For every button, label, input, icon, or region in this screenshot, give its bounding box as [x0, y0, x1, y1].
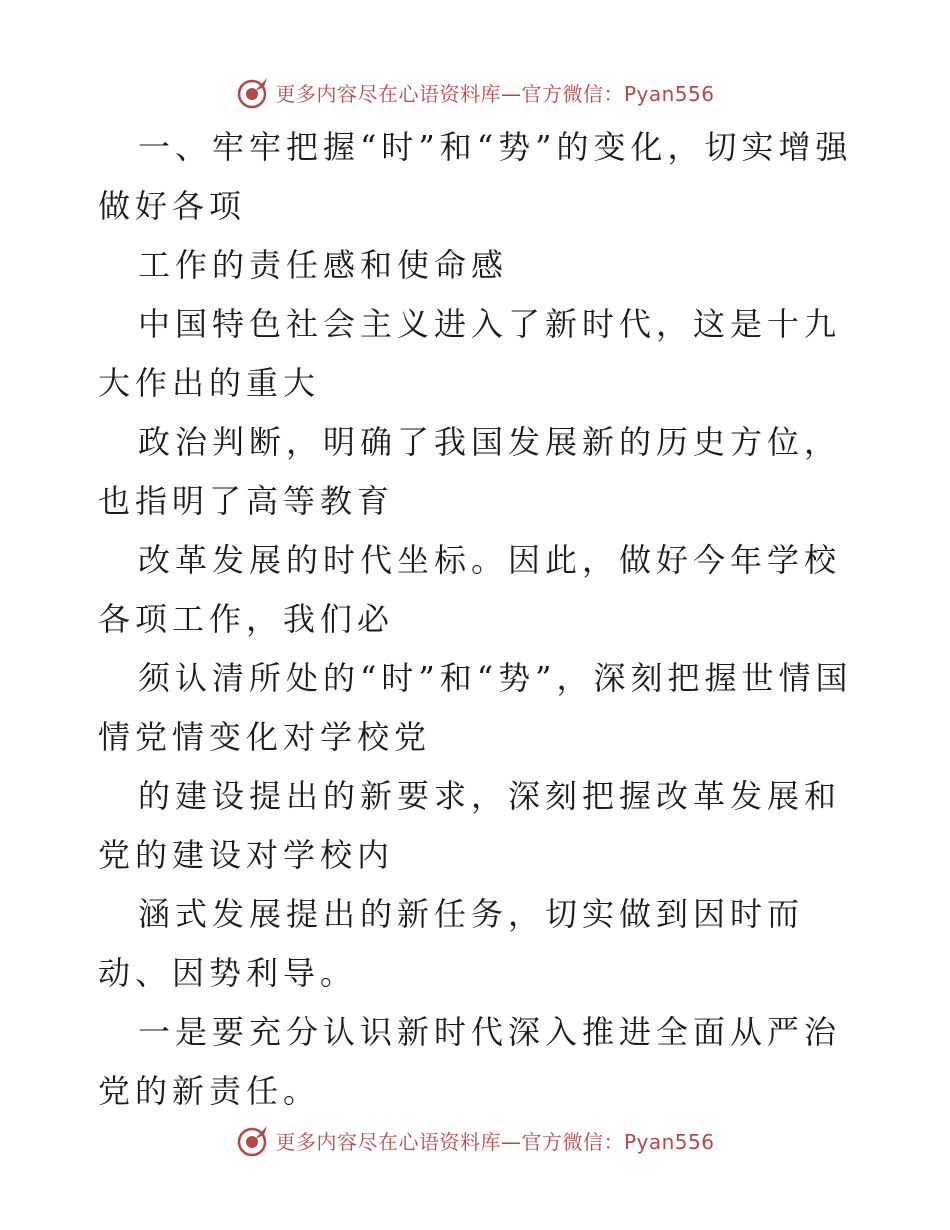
paragraph: 一是要充分认识新时代深入推进全面从严治党的新责任。: [98, 1013, 842, 1110]
paragraph: 须认清所处的“时”和“势”，深刻把握世情国情党情变化对学校党: [98, 659, 853, 756]
paragraph: 的建设提出的新要求，深刻把握改革发展和党的建设对学校内: [98, 777, 842, 874]
paragraph: 工作的责任感和使命感: [138, 246, 509, 284]
paragraph: 涵式发展提出的新任务，切实做到因时而动、因势利导。: [98, 895, 805, 992]
paragraph: 改革发展的时代坐标。因此，做好今年学校各项工作，我们必: [98, 541, 842, 638]
paragraph: 一、牢牢把握“时”和“势”的变化，切实增强做好各项: [98, 128, 853, 225]
quill-logo-icon: [235, 75, 269, 109]
banner-text: 更多内容尽在心语资料库—官方微信：Pyan556: [275, 81, 715, 106]
footer-banner: [0, 1118, 950, 1162]
document-body: [98, 118, 858, 1121]
paragraph: 中国特色社会主义进入了新时代，这是十九大作出的重大: [98, 305, 842, 402]
paragraph: 政治判断，明确了我国发展新的历史方位，也指明了高等教育: [98, 423, 842, 520]
header-banner: [0, 70, 950, 114]
banner-text: 更多内容尽在心语资料库—官方微信：Pyan556: [275, 1129, 715, 1154]
quill-logo-icon: [235, 1123, 269, 1157]
